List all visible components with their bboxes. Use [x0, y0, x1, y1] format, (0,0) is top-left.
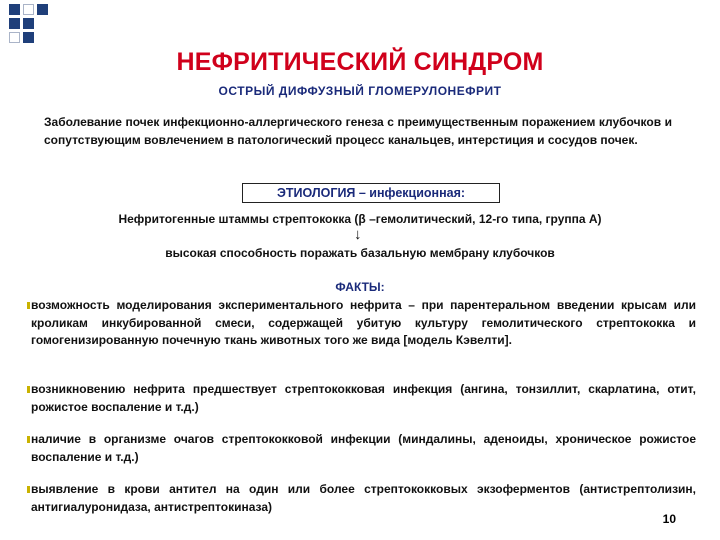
facts-heading: ФАКТЫ:: [335, 280, 385, 294]
slide-subtitle: ОСТРЫЙ ДИФФУЗНЫЙ ГЛОМЕРУЛОНЕФРИТ: [218, 84, 502, 98]
corner-square: [23, 4, 34, 15]
corner-square: [23, 18, 34, 29]
strains-line: Нефритогенные штаммы стрептококка (β –гемолитический, 12-го типа, группа А): [118, 212, 602, 226]
etiology-box: ЭТИОЛОГИЯ – инфекционная:: [242, 183, 500, 203]
corner-square: [9, 4, 20, 15]
bullet-marker-icon: [27, 302, 30, 309]
bullet-marker-icon: [27, 486, 30, 493]
ability-line: высокая способность поражать базальную мембрану клубочков: [165, 246, 555, 260]
corner-square: [37, 4, 48, 15]
fact-text: выявление в крови антител на один или более стрептококковых экзоферментов (антистрептолизин, антигиалуронидаза, антистрептокиназа): [31, 482, 696, 514]
page-number: 10: [662, 512, 676, 526]
bullet-marker-icon: [27, 386, 30, 393]
fact-item: [31, 431, 696, 466]
fact-text: возникновению нефрита предшествует стрептококковая инфекция (ангина, тонзиллит, скарлатина, отит, рожистое воспаление и т.д.): [31, 382, 696, 414]
definition-paragraph: Заболевание почек инфекционно-аллергического генеза с преимущественным поражением клубочков и сопутствующим вовлечением в патологический процесс канальцев, интерстиция и сосудов почек.: [44, 115, 672, 147]
fact-item: [31, 481, 696, 516]
slide-title: НЕФРИТИЧЕСКИЙ СИНДРОМ: [176, 48, 544, 76]
fact-item: [31, 381, 696, 416]
fact-text: наличие в организме очагов стрептококковой инфекции (миндалины, аденоиды, хроническое рожистое воспаление и т.д.): [31, 432, 696, 464]
fact-text: возможность моделирования экспериментального нефрита – при парентеральном введении крысам или кроликам инкубированной смеси, содержащей убитую культуру гемолитического стрептококка и гомогенизированную почечную ткань животных того же вида [модель Кэвелти].: [31, 298, 696, 347]
corner-square: [9, 32, 20, 43]
fact-item: [31, 297, 696, 350]
corner-square: [23, 32, 34, 43]
down-arrow-icon: ↓: [354, 226, 362, 243]
corner-square: [9, 18, 20, 29]
bullet-marker-icon: [27, 436, 30, 443]
